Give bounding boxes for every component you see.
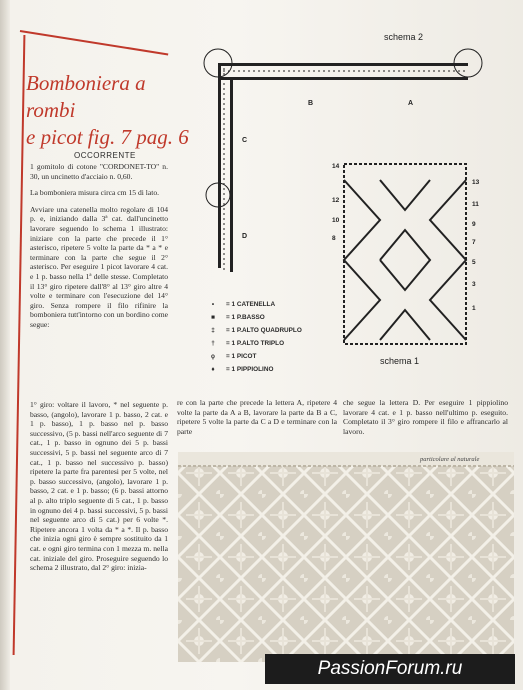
legend-label: = 1 PIPPIOLINO [226, 366, 274, 373]
row-7: 7 [472, 239, 476, 246]
schema-2-label: schema 2 [384, 32, 424, 42]
title-line-1: Bomboniera a rombi [26, 71, 146, 122]
photo-caption: particolare al naturale [420, 456, 480, 463]
quadruple-treble-icon: ‡ [211, 327, 215, 334]
letter-D: D [242, 233, 248, 240]
legend-item [206, 298, 302, 311]
legend-label: = 1 P.BASSO [226, 314, 265, 321]
giro1-text: 1° giro: voltare il lavoro, * nel seguente p. basso, (angolo), lavorare 1 p. basso, 2 cat. e 1 p. basso), 1 p. basso nel p. basso successivo, (5 p. bassi nell'arco seguente di 7 cat., 1 p. basso in ognuno dei 5 p. bassi successivi, 5 p. bassi nel seguente arco di 7 cat., 1 p. basso nel successivo p. basso) ripetere la parte fra parentesi per 5 volte, nel p. basso successivo, (angolo), lavorare 1 p. basso, 2 cat. e 1 p. basso; (6 p. bassi attorno al p. alto triplo seguente di 5 cat., 1 p. basso in ognuno dei 4 p. bassi successivi, 5 p. bassi nel seguente arco di 5 cat.) per 6 volte *. Ripetere ancora 1 volta da * a *. Il p. basso che inizia ogni giro è sempre sostituito da 1 cat. e ogni giro termina con 1 mezza m. nella cat. iniziale del giro. Proseguire seguendo lo schema 2 illustrato, dal 2° giro: inizia- [30, 400, 168, 573]
legend-item [206, 363, 302, 376]
row-11: 11 [472, 201, 479, 208]
symbol-legend [206, 298, 302, 376]
letter-C: C [242, 137, 248, 144]
materials-text: 1 gomitolo di cotone "CORDONET-TO" n. 30, un uncinetto d'acciaio n. 0,60. [30, 162, 168, 181]
instructions-text: Avviare una catenella molto regolare di 104 p. e, iniziando dalla 3ª cat. dall'uncinetto lavorare seguendo lo schema 1 illustrato: iniziare con la parte che precede il 1° asterisco, ripetere 5 volte la parte da * a * e terminare con la parte che segue il 2° asterisco. Per eseguire 1 picot lavorare 4 cat. e 1 p. basso nella 1ª delle stesse. Completato il 13° giro ripetere dall'8° al 13° giro altre 4 volte e terminare con l'esecuzione del 14° giro. Senza rompere il filo rifinire la bomboniera tutt'intorno con un bordino come segue: [30, 204, 168, 329]
row-9: 9 [472, 221, 476, 228]
legend-item [206, 337, 302, 350]
title-line-2: e picot fig. 7 pag. 6 [26, 125, 189, 149]
middle-column-text: re con la parte che precede la lettera A, ripetere 4 volte la parte da A a B, lavorare la parte da B a C, ripetere 5 volte la parte da C a D e terminare con la parte [177, 398, 337, 436]
row-14: 14 [332, 163, 340, 170]
row-3: 3 [472, 281, 476, 288]
legend-label: = 1 PICOT [226, 353, 257, 360]
article-title [26, 70, 196, 151]
row-8: 8 [332, 235, 336, 242]
legend-item [206, 350, 302, 363]
left-column [30, 162, 168, 337]
lace-pattern-image [178, 452, 514, 662]
row-12: 12 [332, 197, 340, 204]
page-fold [0, 0, 10, 690]
schema-1-label: schema 1 [380, 356, 420, 366]
row-1: 1 [472, 305, 476, 312]
legend-item [206, 311, 302, 324]
legend-item [206, 324, 302, 337]
size-text: La bomboniera misura circa cm 15 di lato. [30, 188, 160, 198]
single-crochet-icon: ■ [211, 314, 215, 321]
legend-label: = 1 P.ALTO QUADRUPLO [226, 327, 302, 334]
materials-heading: OCCORRENTE [74, 151, 136, 160]
letter-A: A [408, 100, 414, 107]
pippiolino-icon: ♦ [211, 366, 215, 373]
red-accent-line [13, 35, 26, 655]
picot-icon: ϙ [211, 353, 215, 360]
schema-1-diagram [330, 160, 490, 350]
lace-detail-photo [178, 452, 514, 662]
legend-label: = 1 P.ALTO TRIPLO [226, 340, 285, 347]
right-column-text: che segue la lettera D. Per eseguire 1 pippiolino lavorare 4 cat. e 1 p. basso nell'ultimo p. eseguito. Completato il 3° giro rompere il filo e affrancarlo al lavoro. [343, 398, 508, 436]
chain-icon: • [211, 301, 215, 308]
triple-treble-icon: † [211, 340, 215, 347]
red-accent-line-top [20, 30, 168, 55]
row-13: 13 [472, 179, 480, 186]
row-5: 5 [472, 259, 476, 266]
row-10: 10 [332, 217, 340, 224]
watermark: PassionForum.ru [265, 654, 515, 684]
letter-B: B [308, 100, 314, 107]
legend-label: = 1 CATENELLA [226, 301, 276, 308]
